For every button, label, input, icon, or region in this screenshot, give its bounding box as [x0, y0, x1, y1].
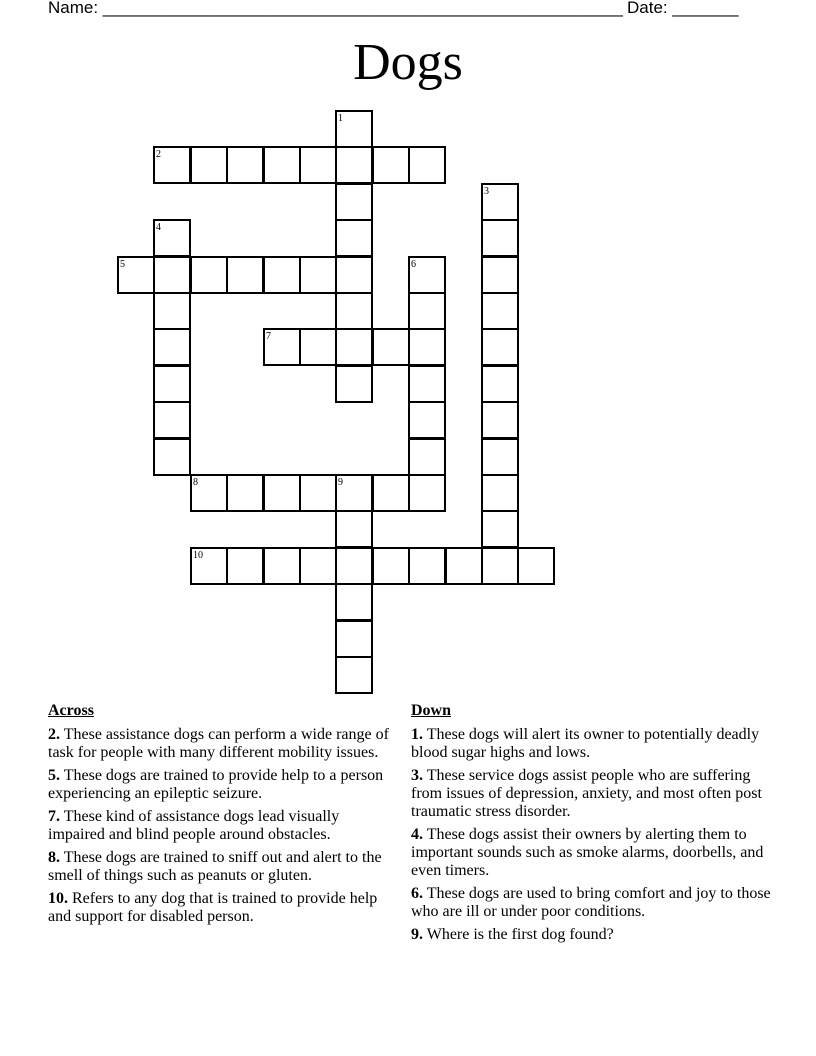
grid-cell[interactable]	[153, 401, 191, 439]
grid-cell[interactable]	[335, 110, 373, 148]
clue-number-label: 5	[120, 259, 125, 270]
grid-cell[interactable]	[481, 183, 519, 221]
grid-cell[interactable]	[372, 328, 410, 366]
clue-number: 3.	[411, 767, 423, 784]
grid-cell[interactable]	[481, 256, 519, 294]
grid-cell[interactable]	[335, 219, 373, 257]
across-clues	[48, 702, 398, 931]
grid-cell[interactable]	[335, 183, 373, 221]
grid-cell[interactable]	[335, 328, 373, 366]
grid-cell[interactable]	[481, 474, 519, 512]
clue-text: These dogs assist their owners by alerting them to important sounds such as smoke alarms, doorbells, and even timers.	[411, 826, 764, 879]
grid-cell[interactable]	[226, 256, 264, 294]
clue-number-label: 3	[484, 186, 489, 197]
grid-cell[interactable]	[153, 146, 191, 184]
clue-number: 4.	[411, 826, 423, 843]
clue-text: These assistance dogs can perform a wide range of task for people with many different mobility issues.	[48, 726, 389, 761]
grid-cell[interactable]	[481, 292, 519, 330]
grid-cell[interactable]	[335, 365, 373, 403]
grid-cell[interactable]	[335, 656, 373, 694]
clue-text: These dogs will alert its owner to potentially deadly blood sugar highs and lows.	[411, 726, 760, 761]
grid-cell[interactable]	[335, 620, 373, 658]
down-heading: Down	[411, 702, 452, 719]
clue-number: 6.	[411, 885, 423, 902]
clue-number: 10.	[48, 890, 68, 907]
clue-across	[48, 808, 398, 844]
clue-number: 5.	[48, 767, 60, 784]
grid-cell[interactable]	[517, 547, 555, 585]
down-clues	[411, 702, 771, 949]
clue-number-label: 9	[338, 477, 343, 488]
name-field[interactable]: Name: _______________________________________________________	[48, 0, 623, 17]
clue-text: These dogs are used to bring comfort and joy to those who are ill or under poor conditions.	[411, 885, 771, 920]
clue-text: These kind of assistance dogs lead visually impaired and blind people around obstacles.	[48, 808, 340, 843]
clue-text: Where is the first dog found?	[426, 926, 614, 943]
clue-down	[411, 726, 771, 762]
clue-down	[411, 885, 771, 921]
grid-cell[interactable]	[481, 365, 519, 403]
grid-cell[interactable]	[153, 292, 191, 330]
grid-cell[interactable]	[481, 328, 519, 366]
grid-cell[interactable]	[299, 146, 337, 184]
clue-text: Refers to any dog that is trained to provide help and support for disabled person.	[48, 890, 378, 925]
grid-cell[interactable]	[117, 256, 155, 294]
grid-cell[interactable]	[190, 256, 228, 294]
grid-cell[interactable]	[335, 256, 373, 294]
grid-cell[interactable]	[190, 474, 228, 512]
clue-number: 7.	[48, 808, 60, 825]
grid-cell[interactable]	[335, 146, 373, 184]
page-title: Dogs	[353, 34, 463, 91]
grid-cell[interactable]	[226, 474, 264, 512]
grid-cell[interactable]	[335, 583, 373, 621]
clue-number-label: 10	[193, 550, 203, 561]
grid-cell[interactable]	[372, 146, 410, 184]
grid-cell[interactable]	[190, 146, 228, 184]
clue-number: 8.	[48, 849, 60, 866]
grid-cell[interactable]	[153, 438, 191, 476]
clue-text: These dogs are trained to provide help to a person experiencing an epileptic seizure.	[48, 767, 384, 802]
grid-cell[interactable]	[408, 292, 446, 330]
grid-cell[interactable]	[226, 146, 264, 184]
grid-cell[interactable]	[335, 510, 373, 548]
grid-cell[interactable]	[481, 401, 519, 439]
grid-cell[interactable]	[408, 328, 446, 366]
clue-number: 2.	[48, 726, 60, 743]
grid-cell[interactable]	[153, 365, 191, 403]
clue-across	[48, 726, 398, 762]
clue-number-label: 7	[266, 331, 271, 342]
grid-cell[interactable]	[263, 256, 301, 294]
grid-cell[interactable]	[190, 547, 228, 585]
clue-down	[411, 767, 771, 821]
grid-cell[interactable]	[408, 474, 446, 512]
grid-cell[interactable]	[299, 547, 337, 585]
clue-number-label: 4	[156, 222, 161, 233]
clue-number-label: 8	[193, 477, 198, 488]
clue-down	[411, 926, 771, 944]
grid-cell[interactable]	[408, 365, 446, 403]
grid-cell[interactable]	[408, 146, 446, 184]
clue-number-label: 1	[338, 113, 343, 124]
grid-cell[interactable]	[408, 401, 446, 439]
grid-cell[interactable]	[481, 547, 519, 585]
grid-cell[interactable]	[408, 256, 446, 294]
clue-text: These dogs are trained to sniff out and alert to the smell of things such as peanuts or gluten.	[48, 849, 382, 884]
grid-cell[interactable]	[263, 474, 301, 512]
grid-cell[interactable]	[299, 474, 337, 512]
grid-cell[interactable]	[481, 219, 519, 257]
grid-cell[interactable]	[335, 547, 373, 585]
across-heading: Across	[48, 702, 94, 719]
grid-cell[interactable]	[335, 474, 373, 512]
clue-across	[48, 890, 398, 926]
grid-cell[interactable]	[299, 256, 337, 294]
clue-across	[48, 767, 398, 803]
grid-cell[interactable]	[153, 256, 191, 294]
date-field[interactable]: Date: _______	[627, 0, 739, 17]
clue-text: These service dogs assist people who are suffering from issues of depression, anxiety, and most often post traumatic stress disorder.	[411, 767, 762, 820]
grid-cell[interactable]	[299, 328, 337, 366]
grid-cell[interactable]	[372, 474, 410, 512]
clue-number: 1.	[411, 726, 423, 743]
grid-cell[interactable]	[408, 438, 446, 476]
clue-down	[411, 826, 771, 880]
grid-cell[interactable]	[263, 146, 301, 184]
grid-cell[interactable]	[153, 219, 191, 257]
grid-cell[interactable]	[335, 292, 373, 330]
grid-cell[interactable]	[445, 547, 483, 585]
grid-cell[interactable]	[481, 438, 519, 476]
clue-across	[48, 849, 398, 885]
grid-cell[interactable]	[263, 547, 301, 585]
grid-cell[interactable]	[263, 328, 301, 366]
grid-cell[interactable]	[226, 547, 264, 585]
clue-number-label: 6	[411, 259, 416, 270]
clue-number-label: 2	[156, 149, 161, 160]
grid-cell[interactable]	[372, 547, 410, 585]
grid-cell[interactable]	[153, 328, 191, 366]
grid-cell[interactable]	[481, 510, 519, 548]
clue-number: 9.	[411, 926, 423, 943]
grid-cell[interactable]	[408, 547, 446, 585]
